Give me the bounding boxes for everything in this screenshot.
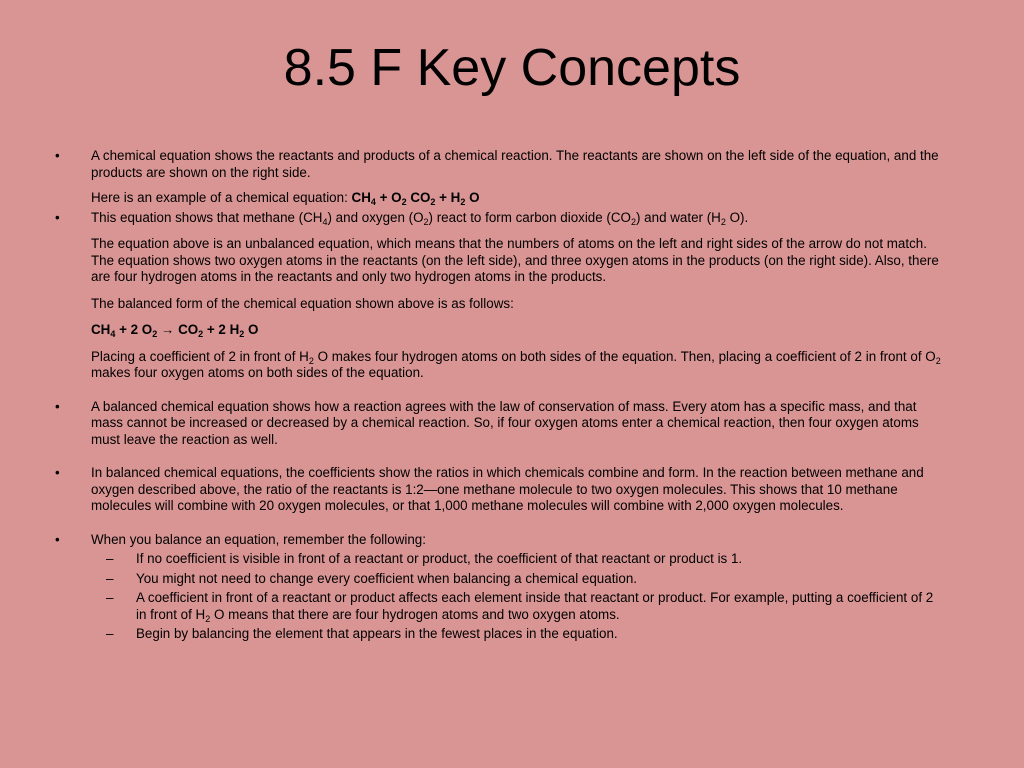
bullet-marker: • bbox=[55, 148, 60, 163]
unbalanced-explanation: The equation above is an unbalanced equation, which means that the numbers of atoms on the left and right sides of the arrow do not match. The equation shows two oxygen atoms in the reactants (on the left side), and three oxygen atoms in the products (on the right side). Also, there are four hydrogen atoms in the reactants and only two hydrogen atoms in the products. bbox=[91, 236, 939, 284]
bullet-marker: • bbox=[55, 398, 60, 414]
dash-marker: – bbox=[106, 626, 114, 641]
bullet-chemical-equation bbox=[0, 148, 943, 181]
dash-marker: – bbox=[106, 590, 114, 605]
sub-bullet-coefficient-effect: – A coefficient in front of a reactant or product affects each element inside that reactant or product. For example, putting a coefficient of 2 in front of $H_2$ O means that there are four hydrogen atoms and two oxygen atoms. bbox=[106, 590, 934, 624]
bullet-text: A chemical equation shows the reactants and products of a chemical reaction. The reactants are shown on the left side of the equation, and the products are shown on the right side. bbox=[91, 148, 939, 180]
sub-bullet-not-every-coefficient: – You might not need to change every coefficient when balancing a chemical equation. bbox=[106, 570, 638, 586]
example-equation-line bbox=[0, 190, 943, 207]
sub-bullet-fewest-places: – Begin by balancing the element that appears in the fewest places in the equation. bbox=[106, 626, 618, 641]
sub-bullet-default-coefficient: – If no coefficient is visible in front of a reactant or product, the coefficient of that reactant or product is 1. bbox=[106, 551, 743, 566]
bullet-equation-explained: • This equation shows that methane $(CH_4)$ and oxygen $(O_2)$ react to form carbon dioxide $(CO_2)$ and water ($H_2$ O). bbox=[55, 209, 749, 227]
unbalanced-equation: $CH_4 + O_2$ $CO_2 + H_2$ O bbox=[351, 190, 480, 207]
balanced-intro: The balanced form of the chemical equation shown above is as follows: bbox=[91, 295, 514, 311]
dash-marker: – bbox=[106, 570, 114, 586]
slide-body bbox=[0, 148, 1024, 643]
bullet-text: In balanced chemical equations, the coefficients show the ratios in which chemicals combine and form. In the reaction between methane and oxygen described above, the ratio of the reactants is 1:2—one methane molecule to two oxygen molecules. This shows that 10 methane molecules will combine with 20 oxygen molecules, or that 1,000 methane molecules will combine with 2,000 oxygen molecules. bbox=[91, 465, 924, 513]
coefficient-explanation: Placing a coefficient of 2 in front of $H_2$ O makes four hydrogen atoms on both sides of the equation. Then, placing a coefficient of 2 in front of $O_2$ makes four oxygen atoms on both sides of the equation. bbox=[91, 348, 941, 380]
bullet-marker: • bbox=[55, 465, 60, 480]
example-intro: Here is an example of a chemical equation: bbox=[91, 190, 352, 205]
bullet-marker: • bbox=[55, 531, 60, 547]
bullet-text: When you balance an equation, remember the following: bbox=[91, 531, 426, 547]
slide-title: 8.5 F Key Concepts bbox=[283, 39, 741, 97]
dash-marker: – bbox=[106, 551, 114, 566]
balanced-equation: $CH_4 + 2$ $O_2 \to CO_2 + 2$ $H_2$ O bbox=[91, 322, 259, 339]
bullet-conservation-of-mass bbox=[0, 399, 943, 449]
bullet-balancing-tips bbox=[0, 532, 943, 549]
bullet-text: A balanced chemical equation shows how a reaction agrees with the law of conservation of mass. Every atom has a specific mass, and that mass cannot be increased or decreased by a chemical reaction. So, if four oxygen atoms enter a chemical reaction, then four oxygen atoms must leave the reaction as well. bbox=[91, 398, 919, 447]
bullet-marker: • bbox=[55, 209, 60, 225]
bullet-coefficient-ratios bbox=[0, 465, 943, 515]
